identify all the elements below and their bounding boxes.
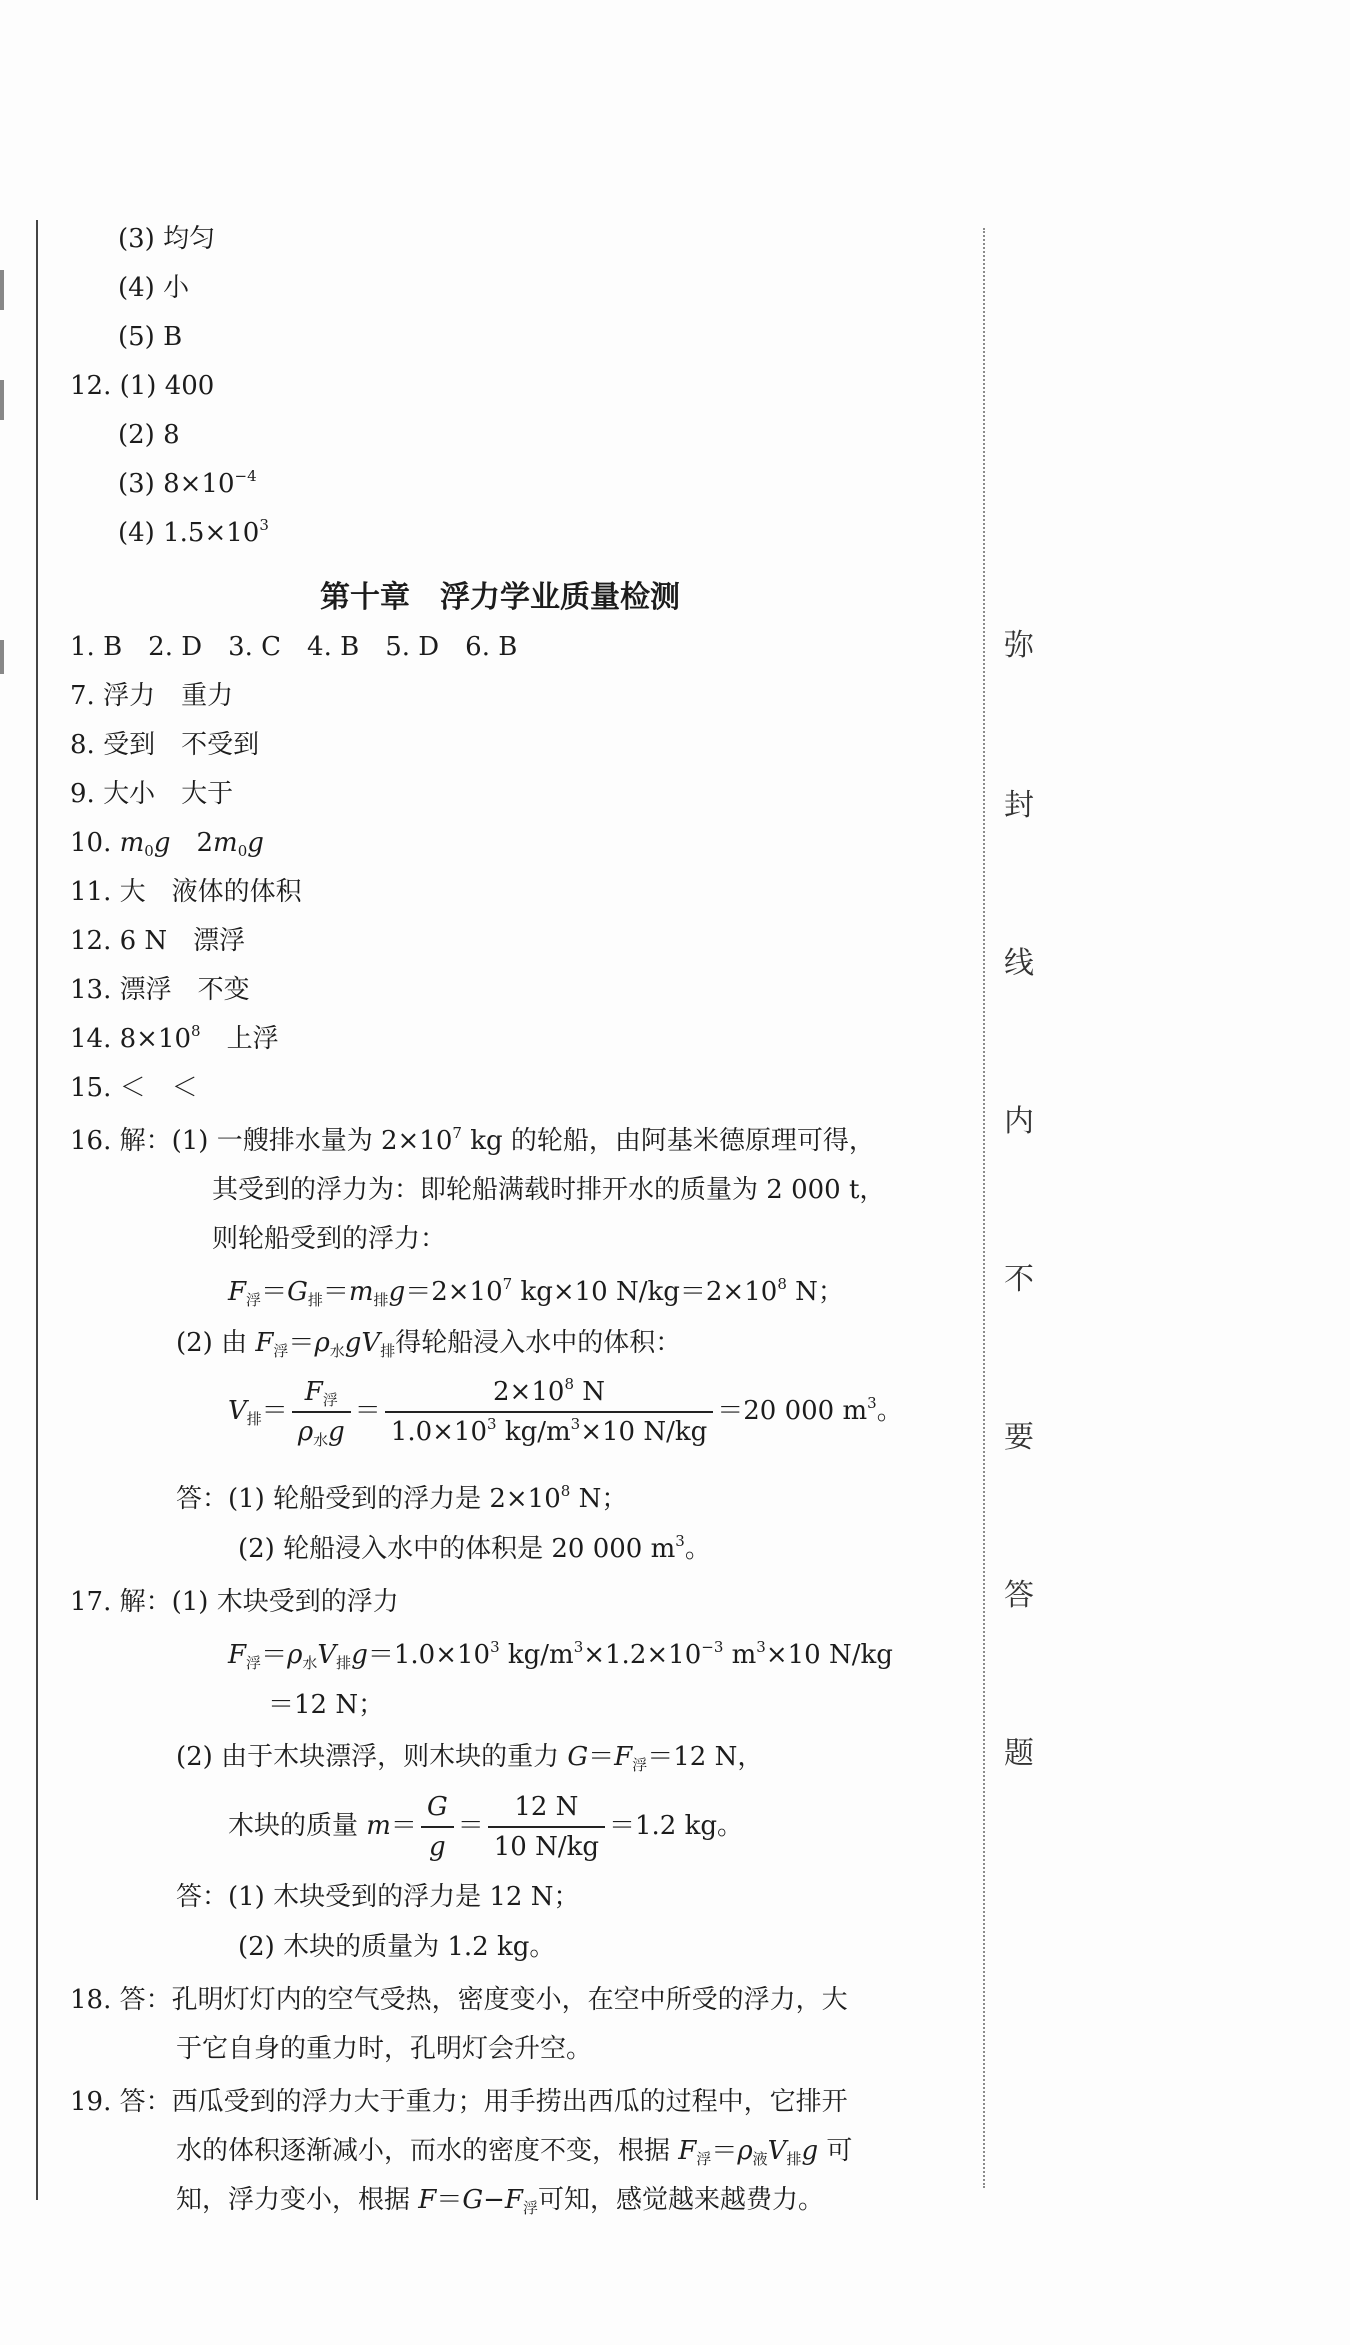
- margin-mark: [0, 640, 4, 674]
- seal-char: 题: [1004, 1736, 1034, 1771]
- q16-line: 16. 解：(1) 一艘排水量为 $2\times 10^7$ kg 的轮船，由阿基米德原理可得，: [70, 1124, 875, 1156]
- answer-line: (3) 均匀: [118, 224, 216, 254]
- seal-char: 要: [1004, 1420, 1034, 1455]
- q18-line: 18. 答：孔明灯灯内的空气受热，密度变小，在空中所受的浮力，大: [70, 1985, 848, 2015]
- q17-formula: $F_浮=\rho_水V_排g=1.0\times 10^3$ $kg/m^3\times 1.2\times 10^{-3}$ $m^3\times 10$ N/kg: [228, 1638, 893, 1672]
- answer-line: 9. 大小 大于: [70, 779, 234, 809]
- q17-answer: (2) 木块的质量为 1.2 kg。: [238, 1932, 556, 1962]
- answer-line: 11. 大 液体的体积: [70, 877, 302, 907]
- margin-mark: [0, 270, 4, 310]
- q19-line: 水的体积逐渐减小，而水的密度不变，根据 $F_浮=\rho_液V_排g$ 可: [176, 2136, 853, 2168]
- answer-line: (2) 8: [118, 420, 180, 450]
- section-title: 第十章 浮力学业质量检测: [320, 580, 680, 615]
- answer-line: (3) $8\times 10^{-4}$: [118, 467, 257, 499]
- answer-line: 1. B 2. D 3. C 4. B 5. D 6. B: [70, 632, 518, 662]
- answer-line: 12. 6 N 漂浮: [70, 926, 246, 956]
- fraction: $\frac{2\times 10^8 N}{1.0\times 10^3 kg/m^3\times 10 N/kg}$: [385, 1375, 713, 1449]
- answer-line: (4) 小: [118, 273, 190, 303]
- fraction: $\frac{12 N}{10 N/kg}$: [488, 1790, 605, 1864]
- answer-line: 12. (1) 400: [70, 371, 215, 401]
- answer-line: 8. 受到 不受到: [70, 730, 260, 760]
- answer-line: 14. $8\times 10^8$ 上浮: [70, 1022, 279, 1054]
- left-margin-rule: [36, 220, 38, 2200]
- q16-line: 其受到的浮力为：即轮船满载时排开水的质量为 2 000 t，: [212, 1175, 886, 1205]
- fraction: $\frac{F_浮}{\rho_水g}$: [292, 1375, 351, 1449]
- seal-char: 封: [1004, 788, 1034, 823]
- answer-line: (4) $1.5\times 10^3$: [118, 516, 269, 548]
- q16-answer: 答：(1) 轮船受到的浮力是 $2\times 10^8$ N；: [176, 1482, 628, 1514]
- answer-line: 10. $m_0g$ $2m_0g$: [70, 828, 264, 860]
- answer-line: (5) B: [118, 322, 183, 352]
- q16-formula: $F_浮=G_排=m_排g=2\times 10^7$ kg×10 $N/kg=2\times 10^8$ N；: [228, 1275, 844, 1309]
- q19-line: 知，浮力变小，根据 $F=G-F_浮$可知，感觉越来越费力。: [176, 2185, 824, 2217]
- q17-answer: 答：(1) 木块受到的浮力是 12 N；: [176, 1882, 580, 1912]
- seal-char: 不: [1004, 1262, 1034, 1297]
- q16-fraction-formula: $V_排=$ $\frac{F_浮}{\rho_水g}$ ＝ $\frac{2\times 10^8 N}{1.0\times 10^3 kg/m^3\times 10 N/kg}$ ＝20 000 $m^3$。: [228, 1375, 903, 1449]
- fraction: $\frac{G}{g}$: [421, 1790, 454, 1864]
- answer-line: 13. 漂浮 不变: [70, 975, 250, 1005]
- answer-line: 7. 浮力 重力: [70, 681, 234, 711]
- q16-line: (2) 由 $F_浮=\rho_水gV_排$得轮船浸入水中的体积：: [176, 1328, 682, 1360]
- q18-line: 于它自身的重力时，孔明灯会升空。: [176, 2034, 593, 2064]
- seal-char: 内: [1004, 1104, 1034, 1139]
- seal-dashed-line: [983, 228, 985, 2188]
- q17-formula: ＝12 N；: [268, 1690, 385, 1720]
- q17-fraction-formula: 木块的质量 m＝ $\frac{G}{g}$ ＝ $\frac{12 N}{10 N/kg}$ ＝1.2 kg。: [228, 1792, 744, 1862]
- margin-mark: [0, 380, 4, 420]
- q17-line: (2) 由于木块漂浮，则木块的重力 $G=F_浮=12$ N，: [176, 1742, 764, 1774]
- seal-char: 线: [1004, 946, 1034, 981]
- q19-line: 19. 答：西瓜受到的浮力大于重力；用手捞出西瓜的过程中，它排开: [70, 2087, 848, 2117]
- q17-line: 17. 解：(1) 木块受到的浮力: [70, 1587, 399, 1617]
- seal-char: 弥: [1004, 628, 1034, 663]
- q16-line: 则轮船受到的浮力：: [212, 1224, 447, 1254]
- q16-answer: (2) 轮船浸入水中的体积是 20 000 $m^3$。: [238, 1532, 711, 1564]
- answer-line: 15. ＜ ＜: [70, 1073, 198, 1103]
- seal-char: 答: [1004, 1578, 1034, 1613]
